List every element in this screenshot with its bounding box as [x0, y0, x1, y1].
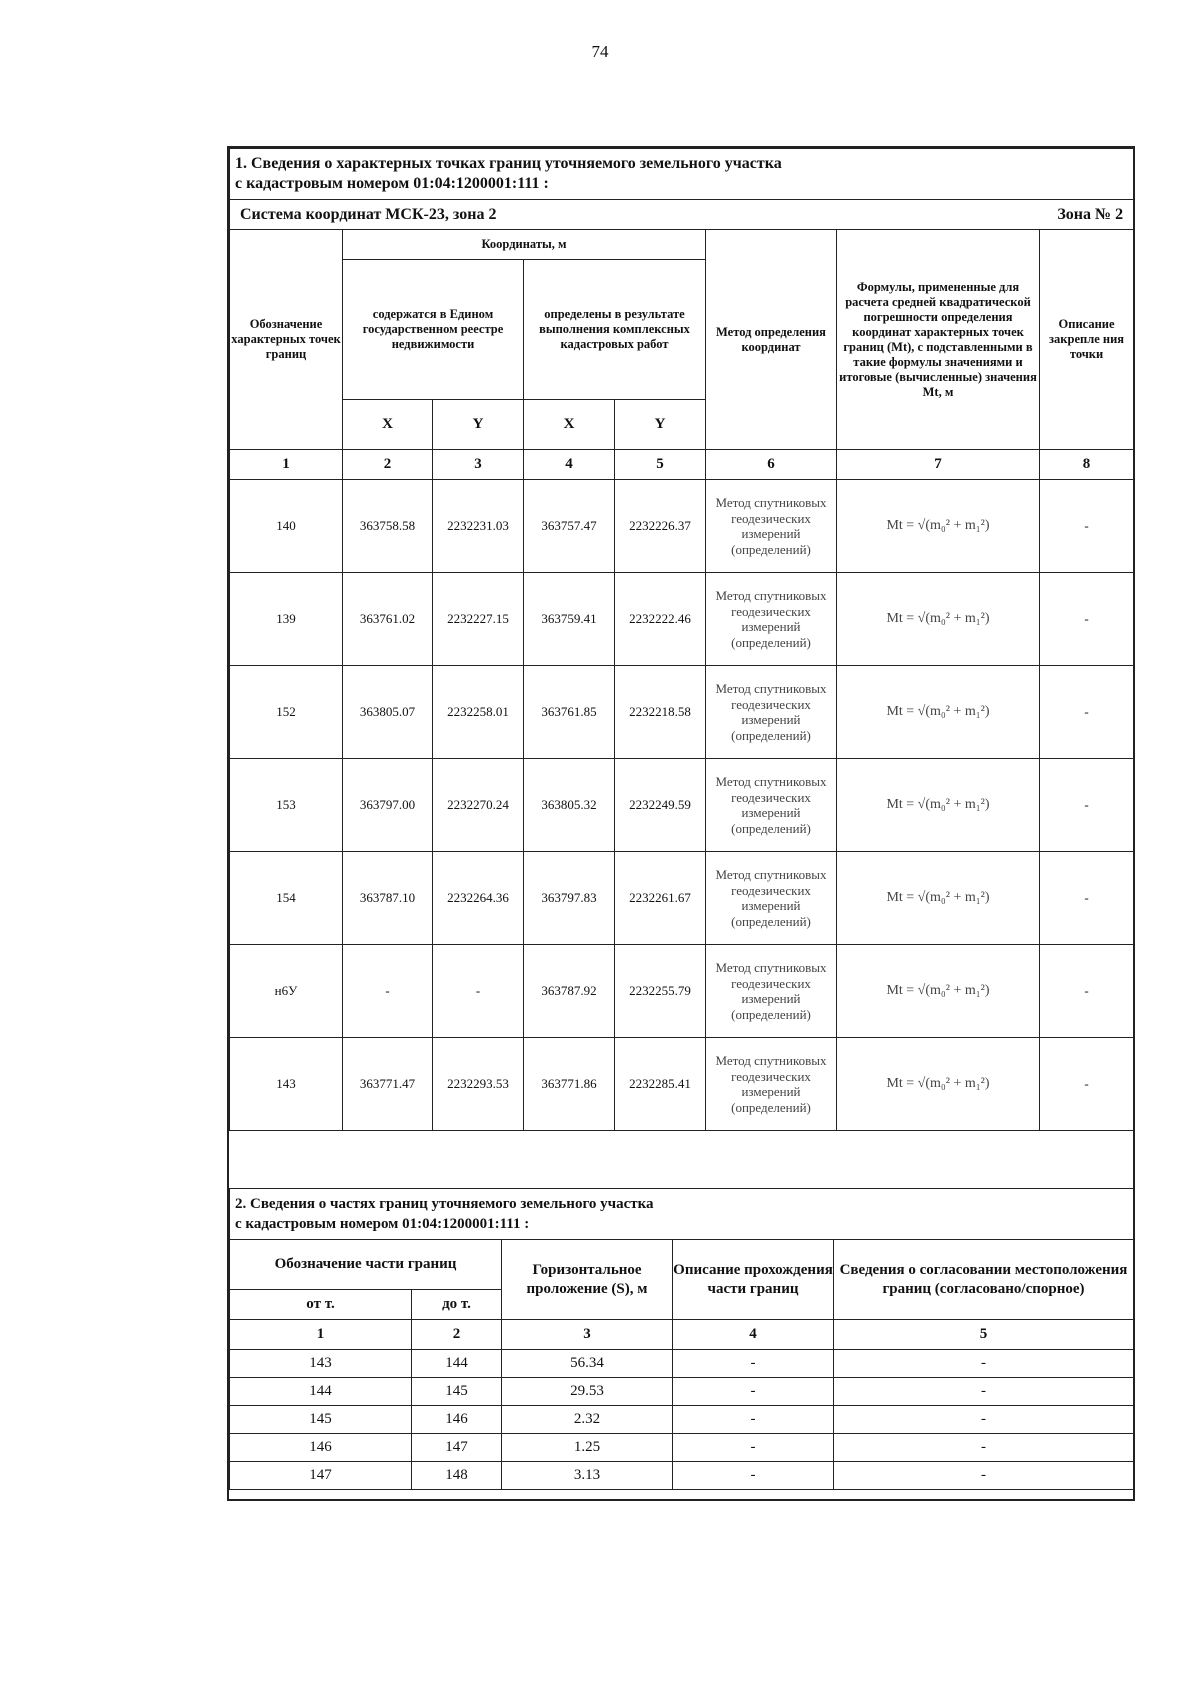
passage-description-cell: - — [673, 1434, 834, 1462]
formula-cell: Mt = √(m₀² + m₁²) — [837, 480, 1040, 573]
point-row — [230, 480, 1134, 573]
boundary-part-row — [230, 1378, 1134, 1406]
y-egrn-cell: - — [433, 945, 524, 1038]
description-cell: - — [1040, 759, 1134, 852]
method-cell: Метод спутниковых геодезических измерений (определений) — [706, 852, 837, 945]
formula-cell: Mt = √(m₀² + m₁²) — [837, 852, 1040, 945]
x-egrn-cell: 363805.07 — [343, 666, 433, 759]
formula-cell: Mt = √(m₀² + m₁²) — [837, 573, 1040, 666]
from-point-cell: 145 — [230, 1406, 412, 1434]
description-cell: - — [1040, 666, 1134, 759]
passage-description-cell: - — [673, 1378, 834, 1406]
header-determined-kkr: определены в результате выполнения комплексных кадастровых работ — [524, 260, 706, 400]
agreement-cell: - — [834, 1434, 1134, 1462]
horizontal-s-cell: 2.32 — [502, 1406, 673, 1434]
y-kkr-cell: 2232222.46 — [615, 573, 706, 666]
point-cell: 154 — [230, 852, 343, 945]
x-egrn-cell: 363787.10 — [343, 852, 433, 945]
agreement-cell: - — [834, 1406, 1134, 1434]
method-cell: Метод спутниковых геодезических измерений (определений) — [706, 480, 837, 573]
point-row — [230, 1038, 1134, 1131]
point-cell: 140 — [230, 480, 343, 573]
column-numbers-row — [230, 450, 1134, 480]
section2-title-line2: с кадастровым номером 01:04:1200001:111 : — [235, 1216, 530, 1232]
x-egrn-cell: 363797.00 — [343, 759, 433, 852]
y-kkr-cell: 2232261.67 — [615, 852, 706, 945]
boundary-part-row — [230, 1462, 1134, 1490]
formula-cell: Mt = √(m₀² + m₁²) — [837, 666, 1040, 759]
point-row — [230, 852, 1134, 945]
header-agreement: Сведения о согласовании местоположения границ (согласовано/спорное) — [834, 1240, 1134, 1320]
agreement-cell: - — [834, 1462, 1134, 1490]
description-cell: - — [1040, 573, 1134, 666]
header-designation: Обозначение характерных точек границ — [230, 230, 343, 450]
from-point-cell: 146 — [230, 1434, 412, 1462]
col-number: 1 — [230, 1320, 412, 1350]
col-number: 3 — [502, 1320, 673, 1350]
col-number: 2 — [343, 450, 433, 480]
x-kkr-cell: 363797.83 — [524, 852, 615, 945]
boundary-part-row — [230, 1406, 1134, 1434]
to-point-cell: 145 — [412, 1378, 502, 1406]
document-frame — [227, 146, 1135, 1501]
y-kkr-cell: 2232226.37 — [615, 480, 706, 573]
points-table — [229, 148, 1134, 1131]
header-method: Метод определения координат — [706, 230, 837, 450]
point-row — [230, 666, 1134, 759]
boundary-parts-table-body — [230, 1350, 1134, 1490]
header-from-point: от т. — [230, 1290, 412, 1320]
description-cell: - — [1040, 480, 1134, 573]
col-number: 4 — [524, 450, 615, 480]
y-egrn-cell: 2232264.36 — [433, 852, 524, 945]
col-number: 1 — [230, 450, 343, 480]
method-cell: Метод спутниковых геодезических измерений (определений) — [706, 573, 837, 666]
horizontal-s-cell: 3.13 — [502, 1462, 673, 1490]
column-numbers-row — [230, 1320, 1134, 1350]
header-formulas: Формулы, примененные для расчета средней квадратической погрешности определения координат характерных точек границ (Mt), с подставленными в такие формулы значениями и итоговые (вычисленные) значения Mt, м — [837, 230, 1040, 450]
header-x-egrn: X — [343, 400, 433, 450]
header-horizontal-s: Горизонтальное проложение (S), м — [502, 1240, 673, 1320]
header-coordinates: Координаты, м — [343, 230, 706, 260]
x-kkr-cell: 363757.47 — [524, 480, 615, 573]
to-point-cell: 144 — [412, 1350, 502, 1378]
point-cell: 143 — [230, 1038, 343, 1131]
x-kkr-cell: 363761.85 — [524, 666, 615, 759]
point-row — [230, 573, 1134, 666]
description-cell: - — [1040, 852, 1134, 945]
header-x-kkr: X — [524, 400, 615, 450]
col-number: 4 — [673, 1320, 834, 1350]
y-kkr-cell: 2232249.59 — [615, 759, 706, 852]
x-kkr-cell: 363759.41 — [524, 573, 615, 666]
horizontal-s-cell: 29.53 — [502, 1378, 673, 1406]
agreement-cell: - — [834, 1350, 1134, 1378]
passage-description-cell: - — [673, 1406, 834, 1434]
from-point-cell: 147 — [230, 1462, 412, 1490]
col-number: 6 — [706, 450, 837, 480]
y-egrn-cell: 2232227.15 — [433, 573, 524, 666]
point-cell: н6У — [230, 945, 343, 1038]
coord-system-label: Система координат МСК-23, зона 2 — [230, 200, 837, 230]
col-number: 2 — [412, 1320, 502, 1350]
section2-title-line1: 2. Сведения о частях границ уточняемого земельного участка — [235, 1196, 654, 1212]
header-part-designation: Обозначение части границ — [230, 1240, 502, 1290]
col-number: 8 — [1040, 450, 1134, 480]
y-egrn-cell: 2232258.01 — [433, 666, 524, 759]
y-kkr-cell: 2232218.58 — [615, 666, 706, 759]
method-cell: Метод спутниковых геодезических измерений (определений) — [706, 759, 837, 852]
x-kkr-cell: 363805.32 — [524, 759, 615, 852]
y-egrn-cell: 2232231.03 — [433, 480, 524, 573]
boundary-parts-table — [229, 1188, 1134, 1490]
header-to-point: до т. — [412, 1290, 502, 1320]
point-row — [230, 759, 1134, 852]
to-point-cell: 148 — [412, 1462, 502, 1490]
description-cell: - — [1040, 945, 1134, 1038]
section1-title-line2: с кадастровым номером 01:04:1200001:111 : — [235, 175, 549, 192]
header-description: Описание закрепле ния точки — [1040, 230, 1134, 450]
x-kkr-cell: 363787.92 — [524, 945, 615, 1038]
y-egrn-cell: 2232270.24 — [433, 759, 524, 852]
point-row — [230, 945, 1134, 1038]
point-cell: 153 — [230, 759, 343, 852]
header-contained-egrn: содержатся в Едином государственном реестре недвижимости — [343, 260, 524, 400]
col-number: 3 — [433, 450, 524, 480]
to-point-cell: 146 — [412, 1406, 502, 1434]
from-point-cell: 144 — [230, 1378, 412, 1406]
col-number: 5 — [834, 1320, 1134, 1350]
description-cell: - — [1040, 1038, 1134, 1131]
x-kkr-cell: 363771.86 — [524, 1038, 615, 1131]
x-egrn-cell: 363771.47 — [343, 1038, 433, 1131]
boundary-part-row — [230, 1350, 1134, 1378]
section1-title — [230, 149, 1134, 200]
col-number: 7 — [837, 450, 1040, 480]
from-point-cell: 143 — [230, 1350, 412, 1378]
page-number: 74 — [591, 42, 609, 61]
agreement-cell: - — [834, 1378, 1134, 1406]
method-cell: Метод спутниковых геодезических измерений (определений) — [706, 945, 837, 1038]
passage-description-cell: - — [673, 1462, 834, 1490]
horizontal-s-cell: 56.34 — [502, 1350, 673, 1378]
horizontal-s-cell: 1.25 — [502, 1434, 673, 1462]
header-y-kkr: Y — [615, 400, 706, 450]
header-passage-description: Описание прохождения части границ — [673, 1240, 834, 1320]
point-cell: 139 — [230, 573, 343, 666]
col-number: 5 — [615, 450, 706, 480]
section1-title-line1: 1. Сведения о характерных точках границ уточняемого земельного участка — [235, 155, 782, 172]
section2-title — [230, 1189, 1134, 1240]
x-egrn-cell: 363761.02 — [343, 573, 433, 666]
points-table-body — [230, 480, 1134, 1131]
formula-cell: Mt = √(m₀² + m₁²) — [837, 1038, 1040, 1131]
header-y-egrn: Y — [433, 400, 524, 450]
formula-cell: Mt = √(m₀² + m₁²) — [837, 945, 1040, 1038]
formula-cell: Mt = √(m₀² + m₁²) — [837, 759, 1040, 852]
y-kkr-cell: 2232255.79 — [615, 945, 706, 1038]
to-point-cell: 147 — [412, 1434, 502, 1462]
boundary-part-row — [230, 1434, 1134, 1462]
method-cell: Метод спутниковых геодезических измерений (определений) — [706, 666, 837, 759]
x-egrn-cell: - — [343, 945, 433, 1038]
y-kkr-cell: 2232285.41 — [615, 1038, 706, 1131]
passage-description-cell: - — [673, 1350, 834, 1378]
point-cell: 152 — [230, 666, 343, 759]
zone-label: Зона № 2 — [837, 200, 1134, 230]
x-egrn-cell: 363758.58 — [343, 480, 433, 573]
y-egrn-cell: 2232293.53 — [433, 1038, 524, 1131]
method-cell: Метод спутниковых геодезических измерений (определений) — [706, 1038, 837, 1131]
